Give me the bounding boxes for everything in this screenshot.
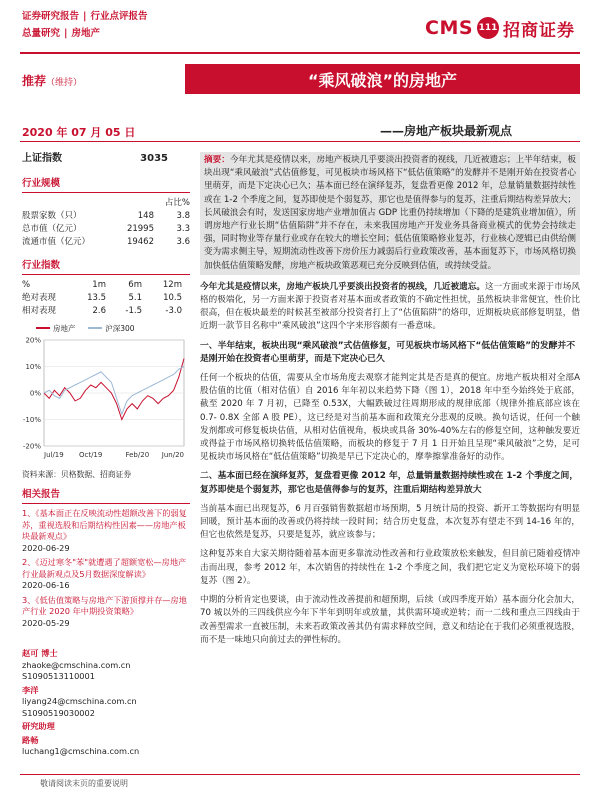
scale-label: 总市值（亿元） — [22, 224, 82, 234]
perf-title: 行业指数 — [22, 260, 61, 271]
analyst-license: S1090513110001 — [22, 671, 95, 681]
analyst-name: 赵可 博士 — [22, 648, 58, 658]
report-subtitle: ——房地产板块最新观点 — [380, 124, 513, 138]
related-report-date: 2020-05-29 — [22, 617, 70, 628]
perf-header-cell: 12m — [162, 280, 182, 290]
logo-emblem-icon: 111 — [477, 17, 499, 39]
related-report-title[interactable]: 3、《低估值策略与房地产下游顶撑并存—房地产行业 2020 年中期投资策略》 — [22, 594, 187, 616]
logo-cms-text: CMS — [425, 17, 474, 39]
index-value: 3035 — [140, 153, 168, 164]
analyst-entry — [22, 721, 190, 733]
x-tick-label: Jun/20 — [161, 451, 184, 459]
analyst-name: 路畅 — [22, 734, 39, 745]
x-tick-label: Oct/19 — [78, 451, 103, 459]
legend-item — [88, 323, 134, 334]
scale-pct-header: 占比% — [164, 198, 190, 208]
header-divider — [20, 52, 580, 54]
section-divider — [22, 503, 190, 504]
legend-item — [36, 323, 76, 334]
report-type-header — [22, 8, 148, 42]
y-tick-label: -10% — [22, 416, 41, 424]
paragraph: 这种复苏来自大家关期待随着基本面更多靠流动性改善和行业政策放松来触发，但目前已随着疫情冲击而出现，参考 2012 年，本次销售的持续性在 1-2 个季度之间，我们把它定义为宽松环境下的弱复苏（图 2）。 — [200, 549, 580, 586]
analyst-email[interactable]: zhaoke@cmschina.com.cn — [22, 659, 131, 670]
scale-value: 21995 — [126, 224, 154, 234]
scale-header — [22, 197, 190, 210]
research-scope-label: 总量研究 — [22, 28, 61, 39]
scale-label: 股票家数（只） — [22, 211, 82, 221]
y-tick-label: -20% — [22, 442, 41, 451]
header-separator: | — [64, 28, 68, 39]
scale-values — [110, 223, 190, 236]
related-report-item[interactable] — [22, 557, 190, 592]
paragraph: 当前基本面已出现复苏，6 月百强销售数据超市场预期，5 月统计局的投资、新开工等数据均有明显回暖，预计基本面的改善或仍将持续一段时间；结合历史复盘，本次复苏有望走不到 14-16 年的，但它也依然是复苏，只要是复苏，就应该参与； — [200, 503, 580, 541]
report-category-label: 行业点评报告 — [90, 11, 148, 22]
related-reports — [22, 508, 190, 629]
company-logo — [425, 10, 575, 46]
analyst-list — [22, 648, 190, 758]
related-report-date: 2020-06-29 — [22, 542, 70, 553]
header-separator: | — [83, 11, 87, 22]
abstract-text: 今年尤其是疫情以来，房地产板块几乎要淡出投资者的视线，几近被遗忘；上半年结束，板块出现“乘风破浪”式估值修复，可见板块市场风格下“低估值策略”的发酵并不是刚开始在投资者心里萌芽，而是下定决心已久；基本面已经在演绎复苏，复盘看更像 2012 年，总量销量数据持续性或在 1-2 个季度之间，复苏即使是个弱复苏，那它也是值得参与的复苏，注重后期结构差异放大；长风破浪会有时，发送国家房地产业增加值占 GDP 比重仍持续增加（下降的是建筑业增加值），所谓房地产行业长期“估值陷阱”并不存在，未来我国房地产开发业务具备商业模式的优势会持续走强，同时物业等存量行业或存在较大的增长空间；低估值策略修业复苏，行业核心逻辑已由供给侧变为需求侧主导，短期流动性改善下房价压力减弱后行业政策改善，基本面复苏下，市场风格切换加快低估值策略发酵，房地产板块政策恶观已充分反映到估值，或持续受益。 — [204, 155, 576, 271]
perf-value: 13.5 — [87, 293, 106, 303]
perf-label: 相对表现 — [22, 306, 57, 316]
index-label: 上证指数 — [22, 153, 62, 164]
scale-values — [110, 236, 190, 249]
section-divider — [22, 274, 190, 275]
paragraph: 中期的分析肯定也要谈，由于流动性改善提前和超预期，后续（或四季度开始）基本面分化会加大，70 城以外的三四线供应今年下半年到明年或放量，其供需环境或逆转；而一二线和重点三四线由于改善型需求一直被压制，未来若政策改善其仍有需求释放空间，意义和结论在于我们必须重视选股，而不是一味地只向前过去的弹性标的。 — [200, 595, 580, 645]
perf-header-cell: 6m — [128, 280, 142, 290]
scale-table — [22, 210, 190, 249]
logo-cn-text: 招商证券 — [503, 20, 576, 41]
scale-pct: 3.8 — [176, 211, 190, 221]
related-title: 相关报告 — [22, 489, 61, 500]
analyst-entry — [22, 735, 190, 758]
main-content — [200, 152, 580, 647]
scale-row — [22, 223, 190, 236]
rating — [22, 72, 82, 89]
scale-value: 148 — [137, 211, 154, 221]
rating-label: 推荐 — [22, 74, 47, 88]
y-tick-label: 0% — [29, 389, 41, 398]
scale-title: 行业规模 — [22, 178, 61, 189]
rating-sub: （维持） — [46, 78, 83, 88]
analyst-name: 李洋 — [22, 684, 39, 695]
x-tick-label: Jul/19 — [44, 451, 64, 459]
perf-header-row — [22, 279, 190, 292]
perf-value: 10.5 — [163, 293, 182, 303]
analyst-email[interactable]: liyang24@cmschina.com.cn — [22, 696, 137, 706]
analyst-name: 研究助理 — [22, 721, 55, 731]
section-heading-2: 二、基本面已经在演绎复苏，复盘看更像 2012 年，总量销量数据持续性或在 1-2 个季度之间，复苏即使是个弱复苏，那它也是值得参与的复苏，注重后期结构差异放大 — [200, 471, 579, 495]
legend-label-realestate: 房地产 — [53, 323, 76, 333]
sidebar — [22, 152, 190, 760]
abstract — [200, 152, 580, 275]
title-divider — [20, 141, 580, 142]
legend-label-csi300: 沪深300 — [105, 323, 135, 333]
paragraph — [200, 281, 580, 334]
perf-row — [22, 305, 190, 318]
scale-row — [22, 236, 190, 249]
paragraph: 任何一个板块的估值，需要从全市场角度去观察才能判定其是否是真的便宜。房地产板块相对全部A股估值的比值（相对估值）自 2016 年年初以来趋势下降（图 1），2018 年中至今始终处于底部，截至 2020 年 7 月初，已降至 0.53X，大幅跌破过往周期形成的规律底部（规律外推底部应该在 0.7- 0.8X 全部 A 股 PE），这已经是对当前基本面和政策充分悲观的反映。换句话说，任何一个触发剂都或可修复板块估值，从相对估值视角，板块或具备 30%-40%左右的修复空间，这种触发要近或得益于市场风格切换转低估值策略，而板块的修复于 7 月 1 日开始且呈现“乘风破浪”之势，足可见板块市场风格在“低估值策略”切换是早已下定决心的，摩拳擦掌准备好的动作。 — [200, 373, 580, 463]
y-tick-label: 10% — [25, 363, 41, 371]
chart-source: 资料来源：贝格数据、招商证券 — [22, 470, 132, 479]
perf-table — [22, 279, 190, 318]
paragraph-lead: 今年尤其是疫情以来，房地产板块几乎要淡出投资者的视线，几近被遗忘。 — [200, 281, 486, 292]
perf-row — [22, 292, 190, 305]
analyst-entry — [22, 685, 190, 720]
related-report-date: 2020-06-16 — [22, 580, 70, 590]
chart-legend — [36, 322, 190, 334]
related-report-item[interactable] — [22, 508, 190, 554]
paragraph-text: 这一方面或来源于市场风格的极端化，另一方面来源于投资者对基本面或者政策的不确定性担忧，虽然板块非常便宜，性价比很高，但在板块最差的时候甚至被部分投资者打上了“估值陷阱”的烙印，近期板块底部修复明显，借近期一款节目名称中“乘风破浪”这四个字来形容颇有一番意味。 — [200, 281, 580, 332]
section-divider — [22, 192, 190, 193]
report-type-label: 证券研究报告 — [22, 11, 80, 22]
scale-pct: 3.3 — [176, 224, 190, 234]
report-title: “乘风破浪”的房地产 — [185, 64, 580, 94]
index-row — [22, 152, 190, 165]
scale-row — [22, 210, 190, 223]
industry-label: 房地产 — [71, 28, 101, 39]
footer-note: 敬请阅读末页的重要说明 — [40, 779, 128, 788]
y-tick-label: 20% — [25, 336, 41, 345]
footer-divider — [20, 774, 580, 775]
scale-value: 19462 — [126, 237, 154, 247]
x-tick-label: Feb/20 — [125, 451, 150, 459]
report-date: 2020 年 07 月 05 日 — [22, 126, 136, 139]
analyst-email[interactable]: luchang1@cmschina.com.cn — [22, 746, 140, 756]
perf-value: -3.0 — [165, 306, 182, 316]
scale-values — [110, 210, 190, 223]
performance-chart — [22, 334, 190, 464]
perf-value: 5.1 — [128, 293, 142, 303]
abstract-lead: 摘要： — [204, 155, 230, 165]
analyst-entry — [22, 648, 190, 683]
perf-header-cell: 1m — [92, 280, 106, 290]
perf-label: 绝对表现 — [22, 293, 57, 303]
scale-pct: 3.6 — [176, 237, 190, 247]
scale-label: 流通市值（亿元） — [22, 237, 91, 247]
analyst-license: S1090519030002 — [22, 707, 95, 718]
series-line-1 — [44, 367, 184, 415]
related-report-item[interactable] — [22, 595, 190, 630]
related-report-title[interactable]: 2、《迈过寒冬"苯"就遭遇了超额宽松—房地产行业最新观点及5月数据深度解读》 — [22, 557, 187, 579]
perf-header-cell: % — [22, 280, 31, 290]
perf-value: 2.6 — [92, 306, 106, 316]
section-heading-1: 一、半年结束，板块出现“乘风破浪”式估值修复，可见板块市场风格下“低估值策略”的发酵并不是刚开始在投资者心里萌芽，而是下定决心已久 — [200, 340, 576, 364]
perf-value: -1.5 — [125, 306, 142, 316]
related-report-title[interactable]: 1、《基本面正在反映流动性超额改善下的弱复苏，重视选股和后期结构性因素——房地产板块最新观点》 — [22, 508, 187, 541]
